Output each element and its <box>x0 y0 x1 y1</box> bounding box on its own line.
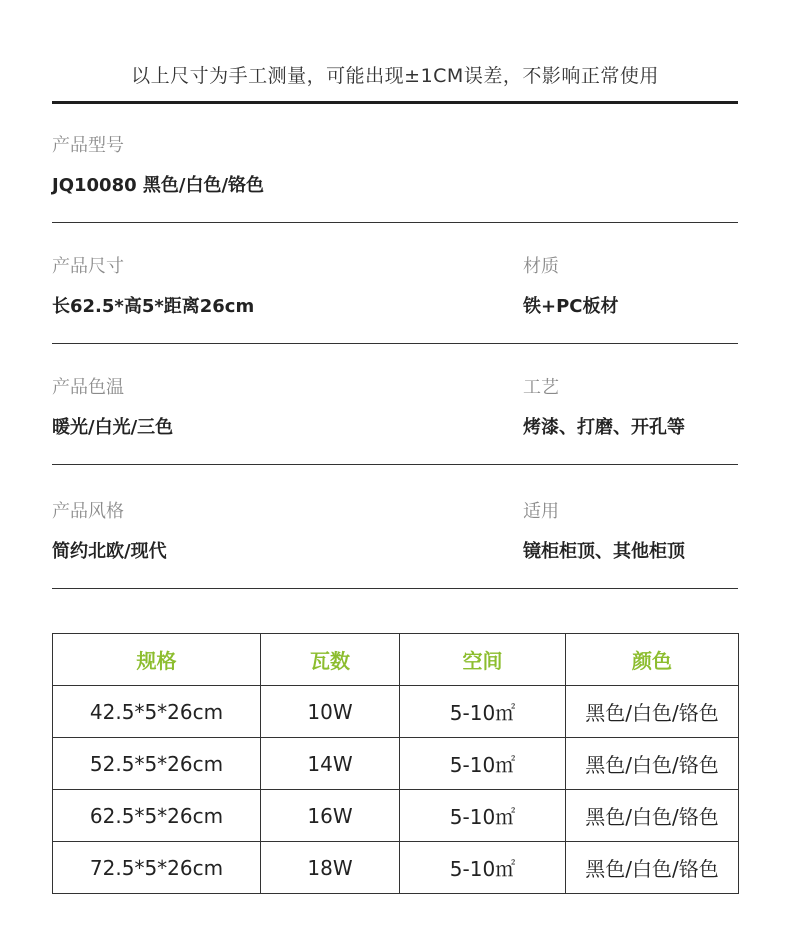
cell-wattage: 10W <box>261 686 400 738</box>
header-divider <box>52 101 738 104</box>
spec-value: 长62.5*高5*距离26cm <box>52 296 255 317</box>
cell-wattage: 18W <box>261 842 400 894</box>
cell-space: 5-10㎡ <box>400 738 566 790</box>
cell-space: 5-10㎡ <box>400 686 566 738</box>
table-row <box>53 686 739 738</box>
spec-label: 工艺 <box>523 377 559 398</box>
spec-value: 烤漆、打磨、开孔等 <box>523 417 685 438</box>
spec-value: 铁+PC板材 <box>523 296 619 317</box>
spec-row-size <box>52 255 738 344</box>
cell-wattage: 14W <box>261 738 400 790</box>
table-row <box>53 738 739 790</box>
spec-label: 适用 <box>523 501 559 522</box>
spec-row-color-temp <box>52 376 738 465</box>
table-row <box>53 790 739 842</box>
cell-color: 黑色/白色/铬色 <box>566 738 739 790</box>
cell-spec: 52.5*5*26cm <box>53 738 261 790</box>
spec-value: 简约北欧/现代 <box>52 541 167 562</box>
measurement-notice: 以上尺寸为手工测量，可能出现±1CM误差，不影响正常使用 <box>131 65 659 87</box>
spec-value: JQ10080 黑色/白色/铬色 <box>52 175 265 196</box>
table-header-row <box>53 634 739 686</box>
table-row <box>53 842 739 894</box>
cell-spec: 42.5*5*26cm <box>53 686 261 738</box>
spec-value: 暖光/白光/三色 <box>52 417 174 438</box>
header-wattage: 瓦数 <box>261 634 400 686</box>
spec-row-style <box>52 500 738 589</box>
spec-row-model <box>52 134 738 223</box>
header-space: 空间 <box>400 634 566 686</box>
cell-spec: 72.5*5*26cm <box>53 842 261 894</box>
header-color: 颜色 <box>566 634 739 686</box>
spec-value: 镜柜柜顶、其他柜顶 <box>523 541 685 562</box>
spec-table <box>52 633 739 894</box>
cell-space: 5-10㎡ <box>400 790 566 842</box>
spec-label: 材质 <box>523 256 559 277</box>
spec-label: 产品风格 <box>52 501 124 522</box>
cell-color: 黑色/白色/铬色 <box>566 842 739 894</box>
spec-label: 产品色温 <box>52 377 124 398</box>
cell-wattage: 16W <box>261 790 400 842</box>
cell-spec: 62.5*5*26cm <box>53 790 261 842</box>
spec-label: 产品尺寸 <box>52 256 124 277</box>
header-spec: 规格 <box>53 634 261 686</box>
spec-label: 产品型号 <box>52 135 124 156</box>
cell-color: 黑色/白色/铬色 <box>566 790 739 842</box>
cell-space: 5-10㎡ <box>400 842 566 894</box>
cell-color: 黑色/白色/铬色 <box>566 686 739 738</box>
